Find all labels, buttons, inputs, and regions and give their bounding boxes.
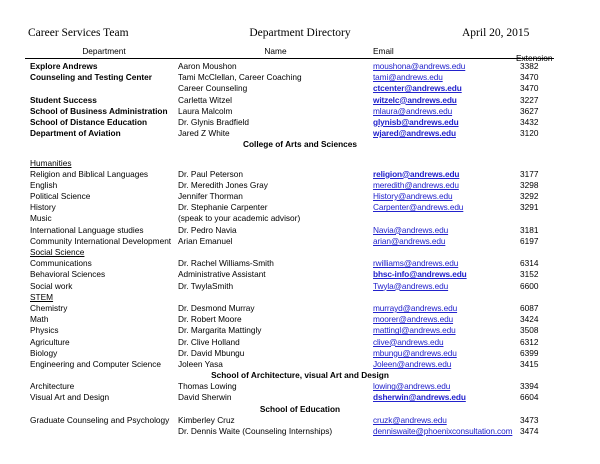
extension-cell: 3470 [520,83,539,94]
department-cell: Physics [30,325,59,336]
name-cell: Career Counseling [178,83,248,94]
header-divider-line [25,58,554,60]
name-cell: (speak to your academic advisor) [178,213,301,224]
department-cell: Agriculture [30,336,70,347]
extension-cell: 3152 [520,269,539,280]
department-cell: Architecture [30,381,75,392]
column-header-department: Department [82,46,126,56]
table-row [0,72,600,83]
table-row [0,314,600,325]
email-cell [373,202,523,213]
email-link[interactable]: lowing@andrews.edu [373,381,451,392]
extension-cell: 6314 [520,258,539,269]
table-row [0,337,600,348]
name-cell: Dr. Desmond Murray [178,302,255,313]
table-row [0,359,600,370]
table-row [0,281,600,292]
doc-header-team: Career Services Team [28,27,129,39]
email-cell [373,348,523,359]
table-row [0,381,600,392]
extension-cell: 6600 [520,280,539,291]
email-cell [373,392,523,403]
table-row [0,95,600,106]
department-cell: Explore Andrews [30,61,98,71]
department-cell: Student Success [30,94,97,105]
document-header [0,27,600,41]
email-cell [373,303,523,314]
email-cell [373,426,523,437]
name-cell: Dr. Stephanie Carpenter [178,202,268,213]
name-cell: Joleen Yasa [178,358,223,369]
name-cell: David Sherwin [178,392,232,403]
table-row [0,236,600,247]
section-heading: College of Arts and Sciences [242,139,358,150]
email-link[interactable]: mattingl@andrews.edu [373,325,456,336]
name-cell: Thomas Lowing [178,381,237,392]
name-cell: Dr. Margarita Mattingly [178,325,262,336]
name-cell: Arian Emanuel [178,235,233,246]
section-heading: School of Architecture, visual Art and Design [211,370,389,381]
name-cell: Dr. David Mbungu [178,347,245,358]
department-cell: Communications [30,258,92,269]
department-cell: Engineering and Computer Science [30,358,161,369]
section-row [0,370,600,381]
column-header-email: Email [373,46,394,56]
table-row [0,325,600,336]
email-link[interactable]: History@andrews.edu [373,191,453,202]
table-row [0,213,600,224]
extension-cell: 6604 [520,392,539,403]
extension-cell: 3292 [520,191,539,202]
department-cell: School of Business Administration [30,105,168,116]
name-cell: Aaron Moushon [178,61,237,71]
email-cell [373,381,523,392]
email-link[interactable]: Twyla@andrews.edu [373,280,449,291]
email-link[interactable]: murrayd@andrews.edu [373,302,458,313]
column-header-row [0,46,600,62]
email-cell [373,169,523,180]
email-cell [373,415,523,426]
email-link[interactable]: mbungu@andrews.edu [373,347,457,358]
doc-header-date: April 20, 2015 [462,27,530,39]
email-cell [373,269,523,280]
department-cell: Social work [30,280,73,291]
name-cell: Jennifer Thorman [178,191,243,202]
name-cell: Dr. Paul Peterson [178,168,244,179]
department-cell: Math [30,314,49,325]
table-row [0,348,600,359]
subsection-row [0,292,600,303]
extension-cell: 6312 [520,336,539,347]
name-cell: Kimberley Cruz [178,414,235,425]
section-row [0,404,600,415]
extension-cell: 3627 [520,105,539,116]
email-link[interactable]: dsherwin@andrews.edu [373,392,466,403]
department-cell: History [30,202,56,213]
table-row [0,61,600,72]
email-link[interactable]: mlaura@andrews.edu [373,105,453,116]
table-row [0,106,600,117]
name-cell: Dr. Meredith Jones Gray [178,179,268,190]
table-row [0,191,600,202]
email-cell [373,236,523,247]
extension-cell: 3177 [520,168,539,179]
department-cell: Department of Aviation [30,128,121,139]
extension-cell: 3120 [520,128,539,139]
email-link[interactable]: moorer@andrews.edu [373,314,454,325]
email-cell [373,225,523,236]
email-cell [373,337,523,348]
department-cell: Visual Art and Design [30,392,110,403]
department-cell: Music [30,213,52,224]
extension-cell: 6399 [520,347,539,358]
email-cell [373,128,523,139]
extension-cell: 3181 [520,224,539,235]
department-cell: Community International Development [30,235,172,246]
subsection-row [0,247,600,258]
subsection-heading: Social Science [30,247,85,257]
email-cell [373,106,523,117]
email-link[interactable]: Navia@andrews.edu [373,224,449,235]
table-row [0,180,600,191]
table-row [0,426,600,437]
email-link[interactable]: meredith@andrews.edu [373,179,459,190]
email-cell [373,191,523,202]
extension-cell: 3424 [520,314,539,325]
directory-table [0,61,600,437]
name-cell: Dr. Pedro Navia [178,224,237,235]
email-cell [373,83,523,94]
department-cell: Political Science [30,191,91,202]
email-link[interactable]: cruzk@andrews.edu [373,414,447,425]
email-cell [373,117,523,128]
email-cell [373,72,523,83]
extension-cell: 3227 [520,94,539,105]
subsection-row [0,158,600,169]
section-heading: School of Education [259,403,341,414]
extension-cell: 6197 [520,235,539,246]
email-link[interactable]: glynisb@andrews.edu [373,116,459,127]
name-cell: Tami McClellan, Career Coaching [178,72,302,83]
section-row [0,139,600,150]
name-cell: Dr. Clive Holland [178,336,240,347]
table-row [0,392,600,403]
email-cell [373,359,523,370]
table-row [0,225,600,236]
email-link[interactable]: wjared@andrews.edu [373,128,456,139]
table-row [0,415,600,426]
email-link[interactable]: tami@andrews.edu [373,72,443,83]
name-cell: Dr. Rachel Williams-Smith [178,258,274,269]
email-cell [373,61,523,72]
table-row [0,303,600,314]
name-cell: Dr. TwylaSmith [178,280,234,291]
email-cell [373,258,523,269]
department-cell: International Language studies [30,224,144,235]
table-row [0,83,600,94]
extension-cell: 3291 [520,202,539,213]
table-row [0,117,600,128]
name-cell: Dr. Robert Moore [178,314,242,325]
department-cell: School of Distance Education [30,116,148,127]
table-row [0,269,600,280]
email-cell [373,95,523,106]
email-link[interactable]: ctcenter@andrews.edu [373,83,462,94]
department-cell: English [30,179,58,190]
email-cell [373,325,523,336]
name-cell: Jared Z White [178,128,230,139]
extension-cell: 3382 [520,61,539,71]
extension-cell: 3474 [520,426,539,436]
department-cell: Chemistry [30,302,68,313]
extension-cell: 3298 [520,179,539,190]
email-cell [373,281,523,292]
subsection-heading: STEM [30,291,54,302]
doc-title: Department Directory [249,27,351,39]
name-cell: Laura Malcolm [178,105,233,116]
table-row [0,258,600,269]
department-cell: Behavioral Sciences [30,269,106,280]
department-cell: Graduate Counseling and Psychology [30,414,170,425]
department-cell: Counseling and Testing Center [30,72,153,83]
subsection-heading: Humanities [30,157,72,168]
table-row [0,202,600,213]
table-row [0,169,600,180]
email-link[interactable]: clive@andrews.edu [373,336,444,347]
extension-cell: 3473 [520,414,539,425]
name-cell: Carletta Witzel [178,94,232,105]
extension-cell: 3394 [520,381,539,392]
spacer-row [0,151,600,158]
department-cell: Religion and Biblical Languages [30,168,149,179]
extension-cell: 6087 [520,302,539,313]
name-cell: Dr. Glynis Bradfield [178,116,250,127]
email-cell [373,314,523,325]
email-link[interactable]: Joleen@andrews.edu [373,358,452,369]
extension-cell: 3508 [520,325,539,336]
email-link[interactable]: witzelc@andrews.edu [373,94,457,105]
email-link[interactable]: denniswaite@phoenixconsultation.com [373,426,513,436]
extension-cell: 3432 [520,116,539,127]
email-link[interactable]: moushona@andrews.edu [373,61,466,71]
email-link[interactable]: Carpenter@andrews.edu [373,202,464,213]
extension-cell: 3470 [520,72,539,83]
column-header-name: Name [264,46,287,56]
table-row [0,128,600,139]
department-cell: Biology [30,347,58,358]
email-cell [373,180,523,191]
extension-cell: 3415 [520,358,539,369]
email-link[interactable]: arian@andrews.edu [373,235,446,246]
name-cell: Administrative Assistant [178,269,266,280]
email-link[interactable]: religion@andrews.edu [373,168,460,179]
email-link[interactable]: rwilliams@andrews.edu [373,258,459,269]
email-link[interactable]: bhsc-info@andrews.edu [373,269,467,280]
name-cell: Dr. Dennis Waite (Counseling Internships) [178,426,333,436]
